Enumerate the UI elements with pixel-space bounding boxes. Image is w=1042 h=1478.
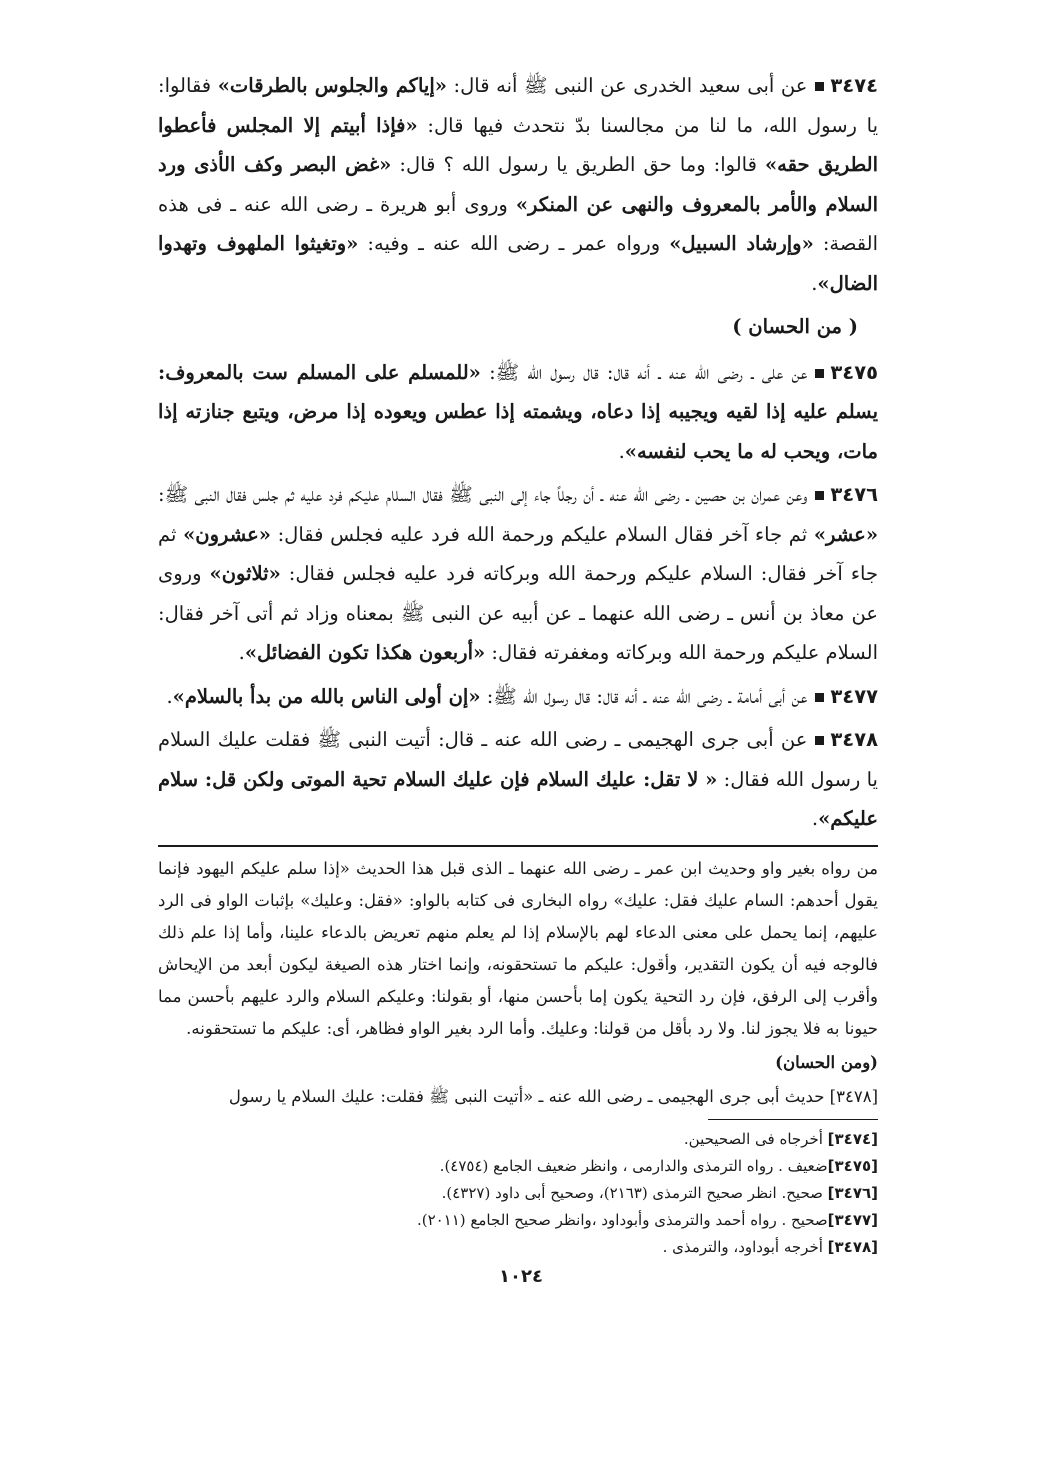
bullet-icon	[815, 491, 824, 500]
footnotes-divider	[708, 1119, 878, 1120]
hadith-3474	[158, 66, 878, 303]
bullet-icon	[815, 693, 824, 702]
hadith-number: ٣٤٧٥	[830, 360, 879, 384]
footnote-text: ضعيف . رواه الترمذى والدارمى ، وانظر ضعيف الجامع (٤٧٥٤).	[439, 1156, 828, 1175]
hadith-text: قالوا: وما حق الطريق يا رسول الله ؟ قال:	[391, 153, 765, 176]
hadith-number: ٣٤٧٦	[830, 483, 878, 506]
section-heading	[158, 307, 878, 347]
hadith-quote: «فإذا أبيتم إلا المجلس فأعطوا الطريق حقه»	[158, 113, 878, 176]
hadith-text: .	[811, 271, 818, 295]
hadith-text: .	[811, 807, 819, 830]
hadith-number: ٣٤٧٤	[830, 74, 878, 97]
bullet-icon	[815, 369, 824, 378]
hadith-3476	[158, 475, 878, 673]
hadith-quote: «للمسلم على المسلم ست بالمعروف: يسلم عليه إذا لقيه ويجيبه إذا دعاه، ويشمته إذا عطس ويعوده إذا مرض، ويتبع جنازته إذا مات، ويحب له ما يحب لنفسه»	[158, 360, 878, 463]
hadith-text: وروى أبو هريرة ـ رضى الله عنه ـ فى هذه القصة:	[158, 192, 879, 255]
commentary	[158, 853, 878, 1113]
commentary-heading: (ومن الحسان)	[775, 1052, 878, 1072]
footnote-ref: [٣٤٧٥]	[827, 1156, 878, 1175]
hadith-text: ثم جاء آخر فقال: السلام عليكم ورحمة الله وبركاته فرد عليه فجلس فقال:	[158, 522, 878, 585]
hadith-quote: « لا تقل: عليك السلام فإن عليك السلام تحية الموتى ولكن قل: سلام عليكم»	[158, 767, 878, 830]
hadith-quote: «عشرون»	[183, 522, 271, 546]
footnote-text: أخرجاه فى الصحيحين.	[683, 1129, 828, 1148]
commentary-paragraph: من رواه بغير واو وحديث ابن عمر ـ رضى الله عنهما ـ الذى قبل هذا الحديث «إذا سلم عليكم اليهود فإنما يقول أحدهم: السام عليك فقل: عليك» رواه البخارى فى كتابه بالواو: «فقل: وعليك» بإثبات الواو فى الرد عليهم، إنما يحمل على معنى الدعاء لهم بالإسلام إذا لم يعلم منهم تعريض بالدعاء علينا، وأما إذا علم ذلك فالوجه فيه أن يكون التقدير، وأقول: عليكم ما تستحقونه، وإنما اختار هذه الصيغة ليكون أبعد من الإيحاش وأقرب إلى الرفق، فإن رد التحية يكون إما بأحسن منها، أو بقولنا: وعليكم السلام والرد عليهم بأحسن مما حيونا به فلا يجوز لنا. ولا رد بأقل من قولنا: وعليك. وأما الرد بغير الواو فظاهر، أى: عليكم ما تستحقونه.	[158, 858, 878, 1038]
hadith-text: .	[618, 439, 625, 463]
hadith-quote: «ثلاثون»	[209, 562, 281, 585]
hadith-text: وروى عن معاذ بن أنس ـ رضى الله عنهما ـ عن أبيه عن النبى ﷺ بمعناه وزاد ثم أتى آخر فقال: السلام عليكم ورحمة الله وبركاته ومغفرته فقال:	[158, 562, 878, 664]
footnote	[158, 1234, 878, 1261]
hadith-3478	[158, 720, 878, 839]
hadith-quote: «إن أولى الناس بالله من بدأ بالسلام»	[172, 684, 481, 708]
footnote	[158, 1180, 878, 1207]
bullet-icon	[815, 736, 824, 745]
page	[158, 66, 878, 1261]
page-number: ١٠٢٤	[499, 1266, 543, 1287]
hadith-text: عن أبى سعيد الخدرى عن النبى ﷺ أنه قال:	[446, 74, 808, 97]
hadith-text: وعن عمران بن حصين ـ رضى الله عنه ـ أن رجلاً جاء إلى النبى ﷺ فقال السلام عليكم فرد عليه ثم جلس فقال النبى ﷺ:	[158, 483, 808, 506]
hadith-quote: «وإرشاد السبيل»	[669, 232, 814, 255]
hadith-quote: «وتغيثوا الملهوف وتهدوا الضال»	[158, 232, 878, 295]
footnote-text: صحيح . رواه أحمد والترمذى وأبوداود ،وانظر صحيح الجامع (٢٠١١).	[416, 1210, 828, 1229]
footnote-ref: [٣٤٧٦]	[827, 1183, 878, 1202]
hadith-3475	[158, 353, 878, 472]
section-heading-text: ( من الحسان )	[732, 315, 858, 338]
hadith-text: فقالوا: يا رسول الله، ما لنا من مجالسنا بدّ نتحدث فيها قال:	[158, 74, 879, 137]
main-text	[158, 66, 878, 839]
commentary-divider	[158, 845, 878, 847]
hadith-text: عن أبى جرى الهجيمى ـ رضى الله عنه ـ قال: أتيت النبى ﷺ فقلت عليك السلام يا رسول الله فقال:	[158, 728, 878, 791]
hadith-text: عن أبى أمامة ـ رضى الله عنه ـ أنه قال: قال رسول الله ﷺ:	[480, 684, 808, 708]
hadith-number: ٣٤٧٨	[830, 728, 878, 751]
hadith-text: عن على ـ رضى الله عنه ـ أنه قال: قال رسول الله ﷺ:	[480, 360, 808, 384]
footnote	[158, 1207, 878, 1234]
footnote	[158, 1126, 878, 1153]
hadith-quote: «أربعون هكذا تكون الفضائل»	[244, 641, 486, 664]
hadith-quote: «عشر»	[813, 522, 879, 546]
footnote-ref: [٣٤٧٤]	[827, 1129, 878, 1148]
footnote-text: صحيح. انظر صحيح الترمذى (٢١٦٣)، وصحيح أبى داود (٤٣٢٧).	[441, 1183, 828, 1202]
bullet-icon	[815, 82, 824, 91]
footnote-ref: [٣٤٧٨]	[827, 1237, 878, 1256]
hadith-3477	[158, 677, 878, 717]
footnote-ref: [٣٤٧٧]	[827, 1210, 878, 1229]
hadith-number: ٣٤٧٧	[830, 684, 878, 708]
hadith-quote: «إياكم والجلوس بالطرقات»	[217, 74, 447, 97]
footnote	[158, 1153, 878, 1180]
hadith-text: .	[238, 641, 245, 664]
hadith-text: ثم جاء آخر فقال السلام عليكم ورحمة الله فرد عليه فجلس فقال:	[270, 522, 814, 546]
hadith-quote: «غض البصر وكف الأذى ورد السلام والأمر بالمعروف والنهى عن المنكر»	[158, 153, 879, 216]
hadith-text: ورواه عمر ـ رضى الله عنه ـ وفيه:	[358, 232, 670, 255]
footnote-text: أخرجه أبوداود، والترمذى .	[662, 1237, 828, 1256]
commentary-last-line: [٣٤٧٨] حديث أبى جرى الهجيمى ـ رضى الله عنه ـ «أتيت النبى ﷺ فقلت: عليك السلام يا رسول	[228, 1086, 878, 1106]
footnotes	[158, 1126, 878, 1261]
hadith-text: .	[166, 684, 173, 708]
